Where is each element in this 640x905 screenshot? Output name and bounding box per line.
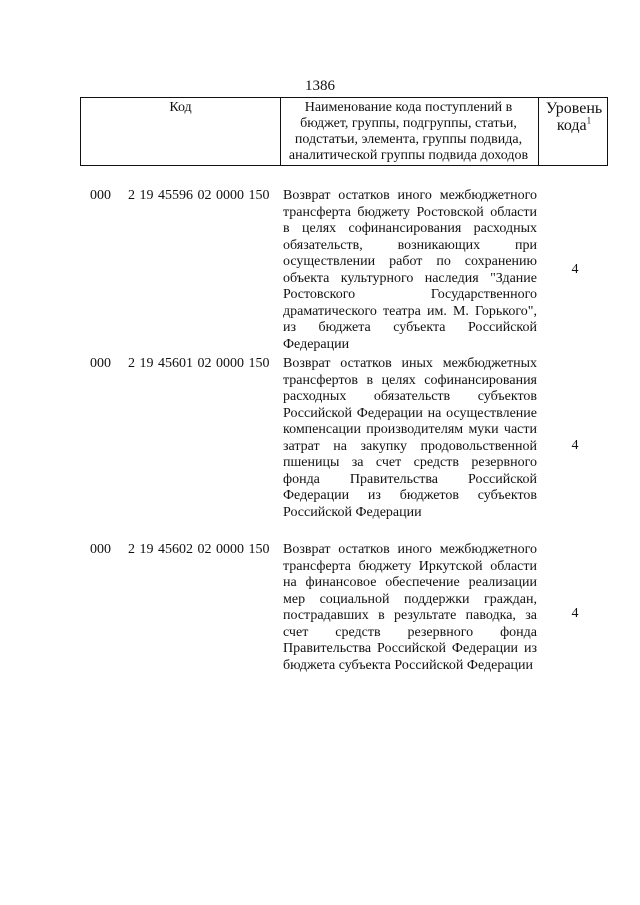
table-header xyxy=(80,97,608,166)
row-name: Возврат остатков иного межбюджетного трансферта бюджету Ростовской области в целях софинансирования расходных обязательств, возникающих при осуществлении работ по сохранению объекта культурного наследия "Здание Ростовского Государственного драматического театра им. М. Горького", из бюджета субъекта Российской Федерации xyxy=(283,188,537,352)
row-level: 4 xyxy=(571,438,579,453)
header-level-cell xyxy=(538,98,609,165)
header-level: Уровень кода xyxy=(545,100,603,134)
row-name: Возврат остатков иных межбюджетных трансфертов в целях софинансирования расходных обязательств субъектов Российской Федерации на осуществление компенсации производителям муки части затрат на закупку продовольственной пшеницы за счет средств резервного фонда Правительства Российской Федерации из бюджетов субъектов Российской Федерации xyxy=(283,356,537,520)
header-code: Код xyxy=(81,98,281,165)
row-admin-code: 000 xyxy=(90,188,111,203)
page-number: 1386 xyxy=(305,78,335,94)
row-revenue-code: 2 19 45596 02 0000 150 xyxy=(128,188,270,203)
row-admin-code: 000 xyxy=(90,356,111,371)
header-name: Наименование кода поступлений в бюджет, группы, подгруппы, статьи, подстатьи, элемента, группы подвида, аналитической группы подвида доходов xyxy=(288,100,529,163)
row-level: 4 xyxy=(571,606,579,621)
row-revenue-code: 2 19 45602 02 0000 150 xyxy=(128,542,270,557)
row-name: Возврат остатков иного межбюджетного трансферта бюджету Иркутской области на финансовое обеспечение реализации мер социальной поддержки граждан, пострадавших в результате паводка, за счет средств резервного фонда Правительства Российской Федерации из бюджета субъекта Российской Федерации xyxy=(283,542,537,673)
row-revenue-code: 2 19 45601 02 0000 150 xyxy=(128,356,270,371)
row-level: 4 xyxy=(571,262,579,277)
header-level-footnote: 1 xyxy=(586,115,592,126)
row-admin-code: 000 xyxy=(90,542,111,557)
